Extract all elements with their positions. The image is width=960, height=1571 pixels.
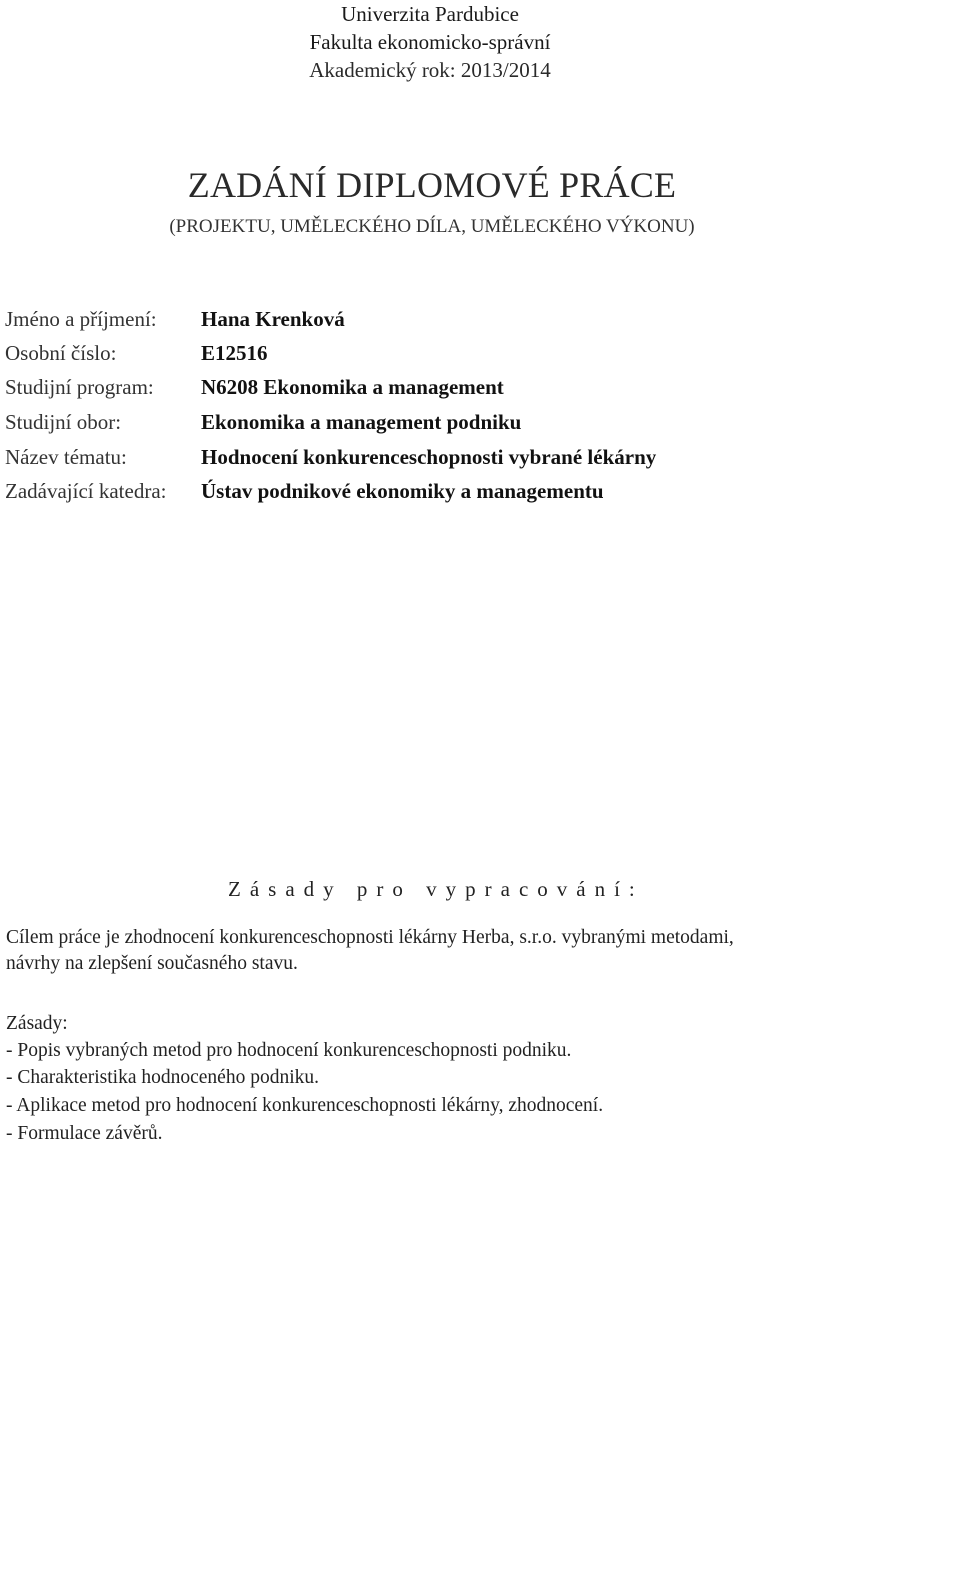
goal-line-1: Cílem práce je zhodnocení konkurenceschopnosti lékárny Herba, s.r.o. vybranými metodami, [6, 927, 734, 948]
field-value-field-of-study: Ekonomika a management podniku [201, 410, 522, 434]
field-value-department: Ústav podnikové ekonomiky a managementu [201, 479, 604, 503]
field-value-topic: Hodnocení konkurenceschopnosti vybrané lékárny [201, 445, 657, 469]
field-label-name: Jméno a příjmení: [5, 307, 157, 331]
field-label-personal-number: Osobní číslo: [5, 341, 117, 365]
field-label-field-of-study: Studijní obor: [5, 410, 122, 434]
page-title: ZADÁNÍ DIPLOMOVÉ PRÁCE [187, 165, 677, 205]
faculty-name: Fakulta ekonomicko-správní [309, 30, 551, 54]
goal-line-2: návrhy na zlepšení současného stavu. [6, 953, 298, 974]
university-name: Univerzita Pardubice [341, 2, 519, 26]
list-item: - Aplikace metod pro hodnocení konkurenceschopnosti lékárny, zhodnocení. [6, 1095, 604, 1116]
list-item: - Popis vybraných metod pro hodnocení konkurenceschopnosti podniku. [6, 1040, 572, 1061]
field-label-topic: Název tématu: [5, 445, 127, 469]
field-label-program: Studijní program: [5, 375, 154, 399]
page-subtitle: (PROJEKTU, UMĚLECKÉHO DÍLA, UMĚLECKÉHO VÝKONU) [169, 216, 695, 237]
field-value-program: N6208 Ekonomika a management [201, 375, 504, 399]
field-value-name: Hana Krenková [201, 307, 345, 331]
guidelines-heading: Zásady pro vypracování: [228, 877, 644, 901]
field-value-personal-number: E12516 [201, 341, 268, 365]
list-item: - Charakteristika hodnoceného podniku. [6, 1067, 319, 1088]
principles-label: Zásady: [6, 1013, 68, 1034]
list-item: - Formulace závěrů. [6, 1123, 163, 1144]
field-label-department: Zadávající katedra: [5, 479, 167, 503]
academic-year: Akademický rok: 2013/2014 [309, 58, 551, 82]
